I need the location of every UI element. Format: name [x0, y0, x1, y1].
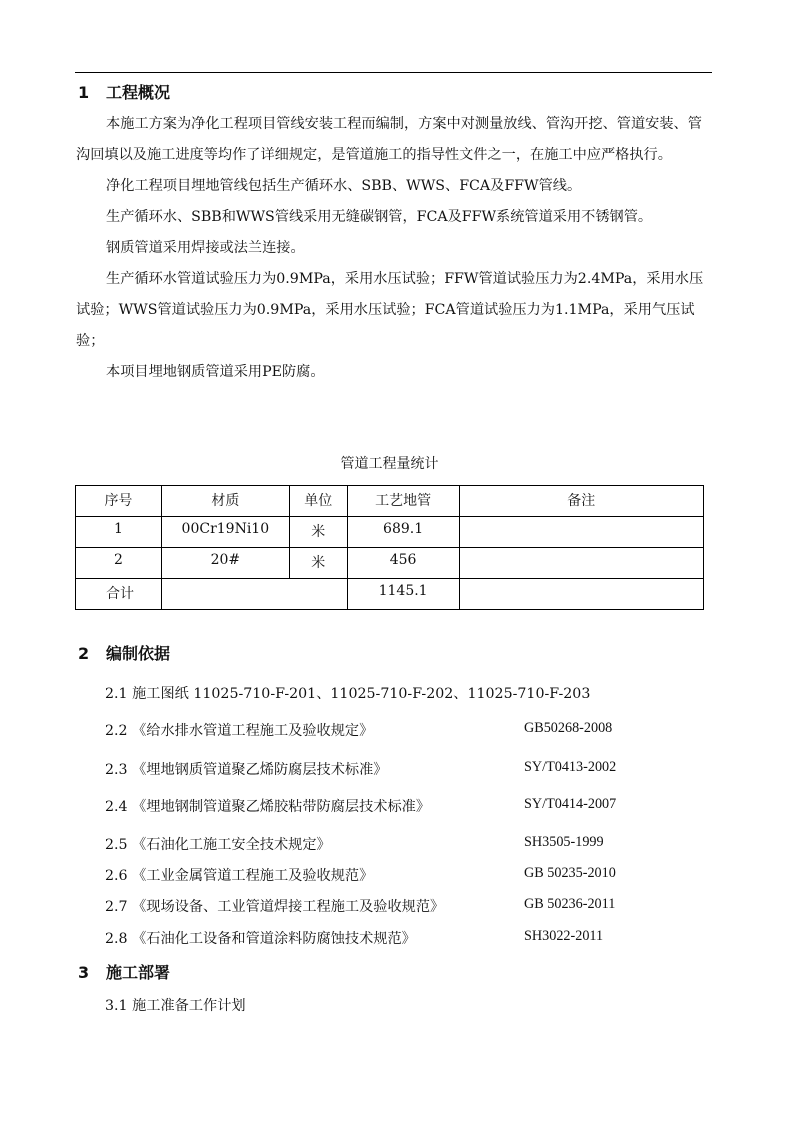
section-1-title: 工程概况	[106, 83, 171, 102]
paragraph: 本项目埋地钢质管道采用PE防腐。	[106, 364, 325, 380]
total-material-cell	[161, 579, 347, 610]
section-3-heading	[78, 960, 170, 983]
header-cell: 工艺地管	[347, 486, 459, 517]
section-2-title: 编制依据	[106, 644, 171, 663]
header-cell: 单位	[289, 486, 347, 517]
paragraph: 生产循环水管道试验压力为0.9MPa，采用水压试验；FFW管道试验压力为2.4MPa，采用水压试验；WWS管道试验压力为0.9MPa，采用水压试验；FCA管道试验压力为1.1MPa，采用气压试验；	[76, 271, 704, 349]
paragraph: 生产循环水、SBB和WWS管线采用无缝碳钢管，FCA及FFW系统管道采用不锈钢管。	[106, 209, 653, 225]
reference-item: 2.2 《给水排水管道工程施工及验收规定》	[105, 723, 374, 739]
table-row	[76, 548, 704, 579]
table-cell: 米	[289, 517, 347, 548]
table-total-row	[76, 579, 704, 610]
reference-code: GB 50235-2010	[524, 865, 616, 881]
reference-code: SH3022-2011	[524, 928, 604, 944]
reference-item: 2.7 《现场设备、工业管道焊接工程施工及验收规范》	[105, 899, 445, 915]
table-cell	[459, 548, 703, 579]
reference-code: GB 50236-2011	[524, 896, 616, 912]
reference-code: SY/T0413-2002	[524, 759, 617, 775]
table-cell: 689.1	[347, 517, 459, 548]
table-cell: 00Cr19Ni10	[161, 517, 289, 548]
paragraph: 净化工程项目埋地管线包括生产循环水、SBB、WWS、FCA及FFW管线。	[106, 178, 582, 194]
table-title: 管道工程量统计	[340, 456, 439, 472]
table-cell: 米	[289, 548, 347, 579]
header-cell: 备注	[459, 486, 703, 517]
total-note-cell	[459, 579, 703, 610]
reference-code: SY/T0414-2007	[524, 796, 617, 812]
section-1-body	[76, 109, 716, 388]
paragraph: 本施工方案为净化工程项目管线安装工程而编制，方案中对测量放线、管沟开挖、管道安装、管沟回填以及施工进度等均作了详细规定，是管道施工的指导性文件之一，在施工中应严格执行。	[76, 116, 702, 163]
quantity-table	[75, 485, 704, 610]
section-1-heading	[78, 80, 170, 103]
table-cell: 2	[76, 548, 162, 579]
header-cell: 材质	[161, 486, 289, 517]
reference-item: 2.6 《工业金属管道工程施工及验收规范》	[105, 868, 374, 884]
total-value-cell: 1145.1	[347, 579, 459, 610]
reference-code: GB50268-2008	[524, 720, 613, 736]
section-2-number: 2	[78, 644, 90, 663]
table-row	[76, 517, 704, 548]
table-cell: 456	[347, 548, 459, 579]
header-cell: 序号	[76, 486, 162, 517]
table-header-row	[76, 486, 704, 517]
subsection-3-1: 3.1 施工准备工作计划	[105, 998, 246, 1014]
section-1-number: 1	[78, 83, 90, 102]
reference-item: 2.8 《石油化工设备和管道涂料防腐蚀技术规范》	[105, 931, 416, 947]
header-rule	[75, 72, 712, 73]
table-cell: 20#	[161, 548, 289, 579]
reference-item: 2.4 《埋地钢制管道聚乙烯胶粘带防腐层技术标准》	[105, 799, 431, 815]
reference-item: 2.1 施工图纸 11025-710-F-201、11025-710-F-202、11025-710-F-203	[105, 686, 591, 702]
section-2-heading	[78, 641, 170, 664]
section-3-title: 施工部署	[106, 963, 171, 982]
reference-item: 2.5 《石油化工施工安全技术规定》	[105, 837, 331, 853]
total-label-cell: 合计	[76, 579, 162, 610]
paragraph: 钢质管道采用焊接或法兰连接。	[106, 240, 305, 256]
section-3-number: 3	[78, 963, 90, 982]
table-cell: 1	[76, 517, 162, 548]
reference-item: 2.3 《埋地钢质管道聚乙烯防腐层技术标准》	[105, 762, 388, 778]
table-cell	[459, 517, 703, 548]
reference-code: SH3505-1999	[524, 834, 604, 850]
